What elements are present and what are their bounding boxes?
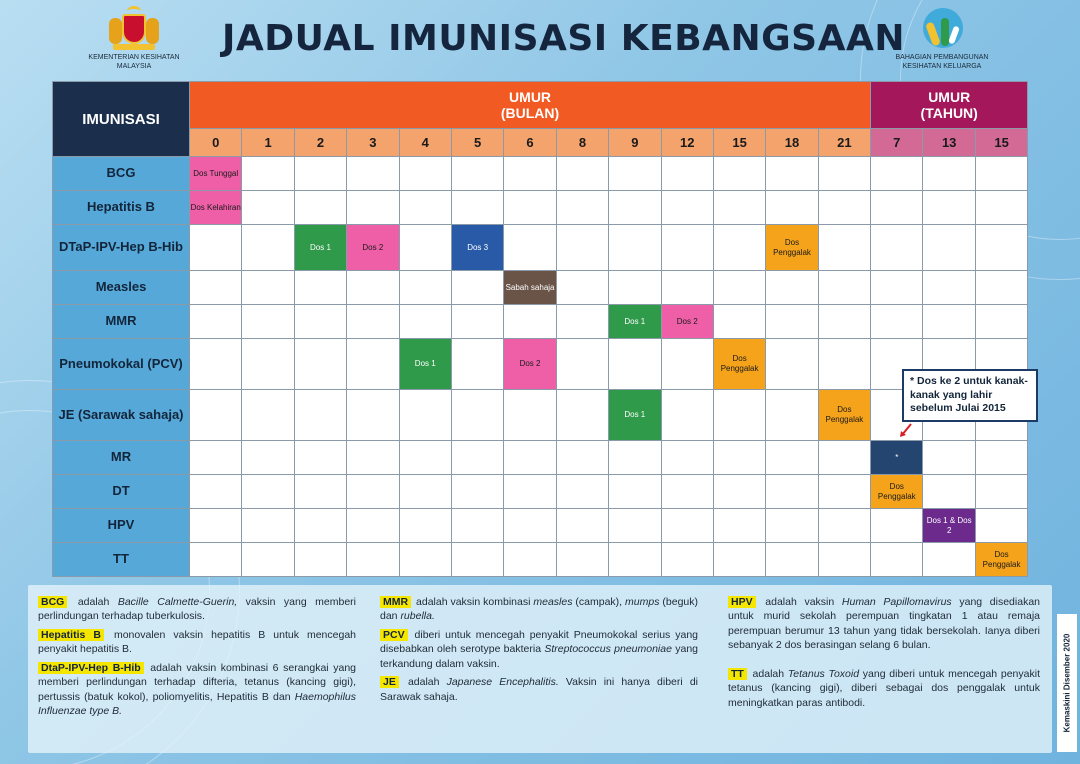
empty-cell: [451, 509, 503, 543]
empty-cell: [661, 543, 713, 577]
empty-cell: [399, 441, 451, 475]
empty-cell: [190, 475, 242, 509]
immunization-schedule-table: [52, 81, 1028, 577]
empty-cell: [347, 543, 399, 577]
empty-cell: [556, 509, 608, 543]
table-row: [53, 475, 1028, 509]
age-month-6: 6: [504, 129, 556, 157]
empty-cell: [556, 225, 608, 271]
empty-cell: [294, 390, 346, 441]
empty-cell: [294, 157, 346, 191]
empty-cell: [451, 305, 503, 339]
mr-footnote: * Dos ke 2 untuk kanak-kanak yang lahir sebelum Julai 2015: [902, 369, 1038, 422]
empty-cell: [504, 441, 556, 475]
age-month-8: 8: [556, 129, 608, 157]
empty-cell: [451, 441, 503, 475]
empty-cell: [923, 271, 975, 305]
empty-cell: [242, 339, 294, 390]
empty-cell: [713, 475, 765, 509]
empty-cell: [451, 271, 503, 305]
empty-cell: [556, 390, 608, 441]
empty-cell: [766, 157, 818, 191]
empty-cell: [975, 441, 1027, 475]
empty-cell: [242, 225, 294, 271]
empty-cell: [975, 157, 1027, 191]
table-row: [53, 157, 1028, 191]
empty-cell: [975, 475, 1027, 509]
empty-cell: [451, 191, 503, 225]
empty-cell: [556, 191, 608, 225]
age-row: [53, 129, 1028, 157]
empty-cell: [923, 191, 975, 225]
empty-cell: [190, 305, 242, 339]
empty-cell: [661, 339, 713, 390]
empty-cell: [923, 475, 975, 509]
empty-cell: [713, 271, 765, 305]
empty-cell: [190, 390, 242, 441]
empty-cell: [556, 543, 608, 577]
dose-cell: Dos 2: [661, 305, 713, 339]
empty-cell: [713, 509, 765, 543]
empty-cell: [399, 305, 451, 339]
empty-cell: [556, 339, 608, 390]
vaccine-name: JE (Sarawak sahaja): [53, 390, 190, 441]
empty-cell: [399, 271, 451, 305]
empty-cell: [347, 339, 399, 390]
empty-cell: [713, 157, 765, 191]
vaccine-name: Pneumokokal (PCV): [53, 339, 190, 390]
malaysia-crest-icon: [107, 8, 161, 52]
age-month-4: 4: [399, 129, 451, 157]
empty-cell: [190, 509, 242, 543]
empty-cell: [713, 225, 765, 271]
update-date-label: Kemaskini Disember 2020: [1057, 614, 1077, 752]
empty-cell: [713, 543, 765, 577]
empty-cell: [556, 305, 608, 339]
empty-cell: [871, 305, 923, 339]
empty-cell: [871, 271, 923, 305]
empty-cell: [451, 157, 503, 191]
empty-cell: [190, 225, 242, 271]
empty-cell: [556, 157, 608, 191]
empty-cell: [661, 191, 713, 225]
empty-cell: [504, 509, 556, 543]
empty-cell: [975, 305, 1027, 339]
table-row: [53, 305, 1028, 339]
empty-cell: [347, 509, 399, 543]
empty-cell: [766, 390, 818, 441]
empty-cell: [294, 475, 346, 509]
empty-cell: [399, 475, 451, 509]
empty-cell: [766, 271, 818, 305]
page-title: JADUAL IMUNISASI KEBANGSAAN: [222, 18, 905, 59]
empty-cell: [242, 157, 294, 191]
empty-cell: [609, 191, 661, 225]
age-month-5: 5: [451, 129, 503, 157]
legend-je: JE adalah Japanese Encephalitis. Vaksin ini hanya diberi di Sarawak sahaja.: [380, 676, 698, 703]
empty-cell: [609, 475, 661, 509]
vaccine-name: HPV: [53, 509, 190, 543]
age-month-9: 9: [609, 129, 661, 157]
empty-cell: [504, 543, 556, 577]
empty-cell: [399, 191, 451, 225]
empty-cell: [609, 225, 661, 271]
column-header-immunization: IMUNISASI: [53, 82, 190, 157]
age-month-0: 0: [190, 129, 242, 157]
empty-cell: [923, 441, 975, 475]
empty-cell: [294, 305, 346, 339]
legend-hpv: HPV adalah vaksin Human Papillomavirus yang disediakan untuk murid sekolah perempuan tingkatan 1 atau remaja perempuan berumur 13 tahun yang tidak bersekolah. Ianya diberi sebanyak 2 dos berasingan selang 6 bulan.: [728, 596, 1040, 652]
vaccine-name: Hepatitis B: [53, 191, 190, 225]
empty-cell: [661, 271, 713, 305]
age-month-18: 18: [766, 129, 818, 157]
table-row: [53, 271, 1028, 305]
empty-cell: [818, 543, 870, 577]
empty-cell: [190, 339, 242, 390]
empty-cell: [609, 509, 661, 543]
legend-bcg: BCG adalah Bacille Calmette-Guerin, vaksin yang memberi perlindungan terhadap tuberkulosis.: [38, 596, 357, 623]
empty-cell: [713, 305, 765, 339]
empty-cell: [661, 441, 713, 475]
empty-cell: [504, 191, 556, 225]
table-row: [53, 543, 1028, 577]
dose-cell: Dos 3: [451, 225, 503, 271]
empty-cell: [451, 390, 503, 441]
age-year-13: 13: [923, 129, 975, 157]
empty-cell: [818, 475, 870, 509]
empty-cell: [713, 390, 765, 441]
empty-cell: [242, 475, 294, 509]
empty-cell: [347, 441, 399, 475]
empty-cell: [871, 543, 923, 577]
empty-cell: [347, 390, 399, 441]
empty-cell: [818, 225, 870, 271]
empty-cell: [923, 225, 975, 271]
empty-cell: [661, 390, 713, 441]
empty-cell: [766, 441, 818, 475]
empty-cell: [242, 305, 294, 339]
empty-cell: [294, 191, 346, 225]
empty-cell: [504, 157, 556, 191]
table-row: [53, 390, 1028, 441]
empty-cell: [923, 157, 975, 191]
family-health-logo-icon: [917, 8, 967, 52]
division-logo-block: [884, 8, 1000, 72]
empty-cell: [818, 509, 870, 543]
vaccine-legend: [28, 585, 1052, 753]
empty-cell: [871, 157, 923, 191]
dose-cell: Dos 1: [399, 339, 451, 390]
empty-cell: [975, 509, 1027, 543]
age-years-header: UMUR (TAHUN): [871, 82, 1028, 129]
empty-cell: [818, 441, 870, 475]
empty-cell: [294, 441, 346, 475]
legend-column-3: [728, 595, 1040, 714]
empty-cell: [713, 441, 765, 475]
empty-cell: [923, 305, 975, 339]
empty-cell: [609, 543, 661, 577]
vaccine-name: MR: [53, 441, 190, 475]
empty-cell: [451, 475, 503, 509]
legend-dtap: DtaP-IPV-Hep B-Hib adalah vaksin kombinasi 6 serangkai yang memberi perlindungan terhadap difteria, tetanus (kancing gigi), pertussis (batuk kokol), poliomyelitis, Hepatitis B dan Haemophilus Influenzae type B.: [38, 661, 357, 718]
empty-cell: [504, 475, 556, 509]
empty-cell: [766, 191, 818, 225]
table-row: [53, 339, 1028, 390]
vaccine-name: BCG: [53, 157, 190, 191]
empty-cell: [399, 225, 451, 271]
dose-cell: Dos Penggalak: [713, 339, 765, 390]
empty-cell: [294, 543, 346, 577]
vaccine-name: MMR: [53, 305, 190, 339]
table-row: [53, 191, 1028, 225]
empty-cell: [766, 475, 818, 509]
empty-cell: [975, 191, 1027, 225]
empty-cell: [556, 271, 608, 305]
empty-cell: [294, 271, 346, 305]
empty-cell: [294, 339, 346, 390]
empty-cell: [190, 271, 242, 305]
empty-cell: [347, 271, 399, 305]
empty-cell: [399, 157, 451, 191]
empty-cell: [399, 509, 451, 543]
table-row: [53, 509, 1028, 543]
dose-cell: Dos 1: [609, 390, 661, 441]
empty-cell: [975, 271, 1027, 305]
age-year-7: 7: [871, 129, 923, 157]
empty-cell: [347, 475, 399, 509]
empty-cell: [399, 543, 451, 577]
empty-cell: [347, 157, 399, 191]
empty-cell: [818, 271, 870, 305]
division-name: BAHAGIAN PEMBANGUNAN KESIHATAN KELUARGA: [895, 54, 989, 70]
empty-cell: [661, 225, 713, 271]
dose-cell: *: [871, 441, 923, 475]
empty-cell: [818, 305, 870, 339]
vaccine-name: Measles: [53, 271, 190, 305]
empty-cell: [242, 271, 294, 305]
empty-cell: [766, 339, 818, 390]
vaccine-name: DTaP-IPV-Hep B-Hib: [53, 225, 190, 271]
schedule-body: [53, 157, 1028, 577]
table-row: [53, 225, 1028, 271]
age-month-21: 21: [818, 129, 870, 157]
empty-cell: [242, 509, 294, 543]
empty-cell: [556, 441, 608, 475]
empty-cell: [504, 305, 556, 339]
empty-cell: [609, 339, 661, 390]
empty-cell: [661, 475, 713, 509]
empty-cell: [242, 441, 294, 475]
dose-cell: Dos Tunggal: [190, 157, 242, 191]
legend-tt: TT adalah Tetanus Toxoid yang diberi untuk mencegah penyakit tetanus (kancing gigi), diberi sebagai dos penggalak untuk meningkatkan paras antibodi.: [728, 667, 1040, 709]
empty-cell: [190, 543, 242, 577]
dose-cell: Dos 2: [347, 225, 399, 271]
age-month-15: 15: [713, 129, 765, 157]
empty-cell: [923, 543, 975, 577]
empty-cell: [504, 225, 556, 271]
dose-cell: Dos Penggalak: [871, 475, 923, 509]
empty-cell: [766, 543, 818, 577]
empty-cell: [242, 390, 294, 441]
legend-column-1: [38, 595, 356, 723]
empty-cell: [242, 543, 294, 577]
dose-cell: Dos Penggalak: [818, 390, 870, 441]
dose-cell: Dos Penggalak: [975, 543, 1027, 577]
empty-cell: [871, 225, 923, 271]
empty-cell: [451, 339, 503, 390]
empty-cell: [347, 305, 399, 339]
empty-cell: [504, 390, 556, 441]
empty-cell: [347, 191, 399, 225]
empty-cell: [399, 390, 451, 441]
age-month-3: 3: [347, 129, 399, 157]
age-month-2: 2: [294, 129, 346, 157]
empty-cell: [609, 441, 661, 475]
dose-cell: Dos Kelahiran: [190, 191, 242, 225]
dose-cell: Dos 2: [504, 339, 556, 390]
dose-cell: Sabah sahaja: [504, 271, 556, 305]
empty-cell: [818, 157, 870, 191]
dose-cell: Dos 1: [609, 305, 661, 339]
dose-cell: Dos 1 & Dos 2: [923, 509, 975, 543]
empty-cell: [975, 225, 1027, 271]
empty-cell: [242, 191, 294, 225]
empty-cell: [294, 509, 346, 543]
legend-pcv: PCV diberi untuk mencegah penyakit Pneumokokal serius yang disebabkan oleh serotype bakteria Streptococcus pneumoniae yang terkandung dalam vaksin.: [380, 628, 699, 670]
empty-cell: [661, 509, 713, 543]
empty-cell: [609, 157, 661, 191]
empty-cell: [871, 191, 923, 225]
legend-column-2: [380, 595, 698, 708]
red-arrow-icon: [899, 422, 913, 438]
empty-cell: [713, 191, 765, 225]
age-year-15: 15: [975, 129, 1027, 157]
empty-cell: [556, 475, 608, 509]
empty-cell: [818, 339, 870, 390]
age-month-1: 1: [242, 129, 294, 157]
empty-cell: [190, 441, 242, 475]
empty-cell: [451, 543, 503, 577]
empty-cell: [871, 509, 923, 543]
ministry-logo-block: [80, 8, 188, 72]
empty-cell: [766, 509, 818, 543]
empty-cell: [766, 305, 818, 339]
empty-cell: [609, 271, 661, 305]
vaccine-name: DT: [53, 475, 190, 509]
empty-cell: [661, 157, 713, 191]
age-months-header: UMUR (BULAN): [190, 82, 871, 129]
dose-cell: Dos 1: [294, 225, 346, 271]
dose-cell: Dos Penggalak: [766, 225, 818, 271]
legend-mmr: MMR adalah vaksin kombinasi measles (campak), mumps (beguk) dan rubella.: [380, 596, 699, 623]
empty-cell: [818, 191, 870, 225]
ministry-name: KEMENTERIAN KESIHATAN MALAYSIA: [88, 54, 180, 70]
vaccine-name: TT: [53, 543, 190, 577]
legend-hepatitis-b: Hepatitis B monovalen vaksin hepatitis B untuk mencegah penyakit hepatitis B.: [38, 628, 357, 656]
table-row: [53, 441, 1028, 475]
age-month-12: 12: [661, 129, 713, 157]
